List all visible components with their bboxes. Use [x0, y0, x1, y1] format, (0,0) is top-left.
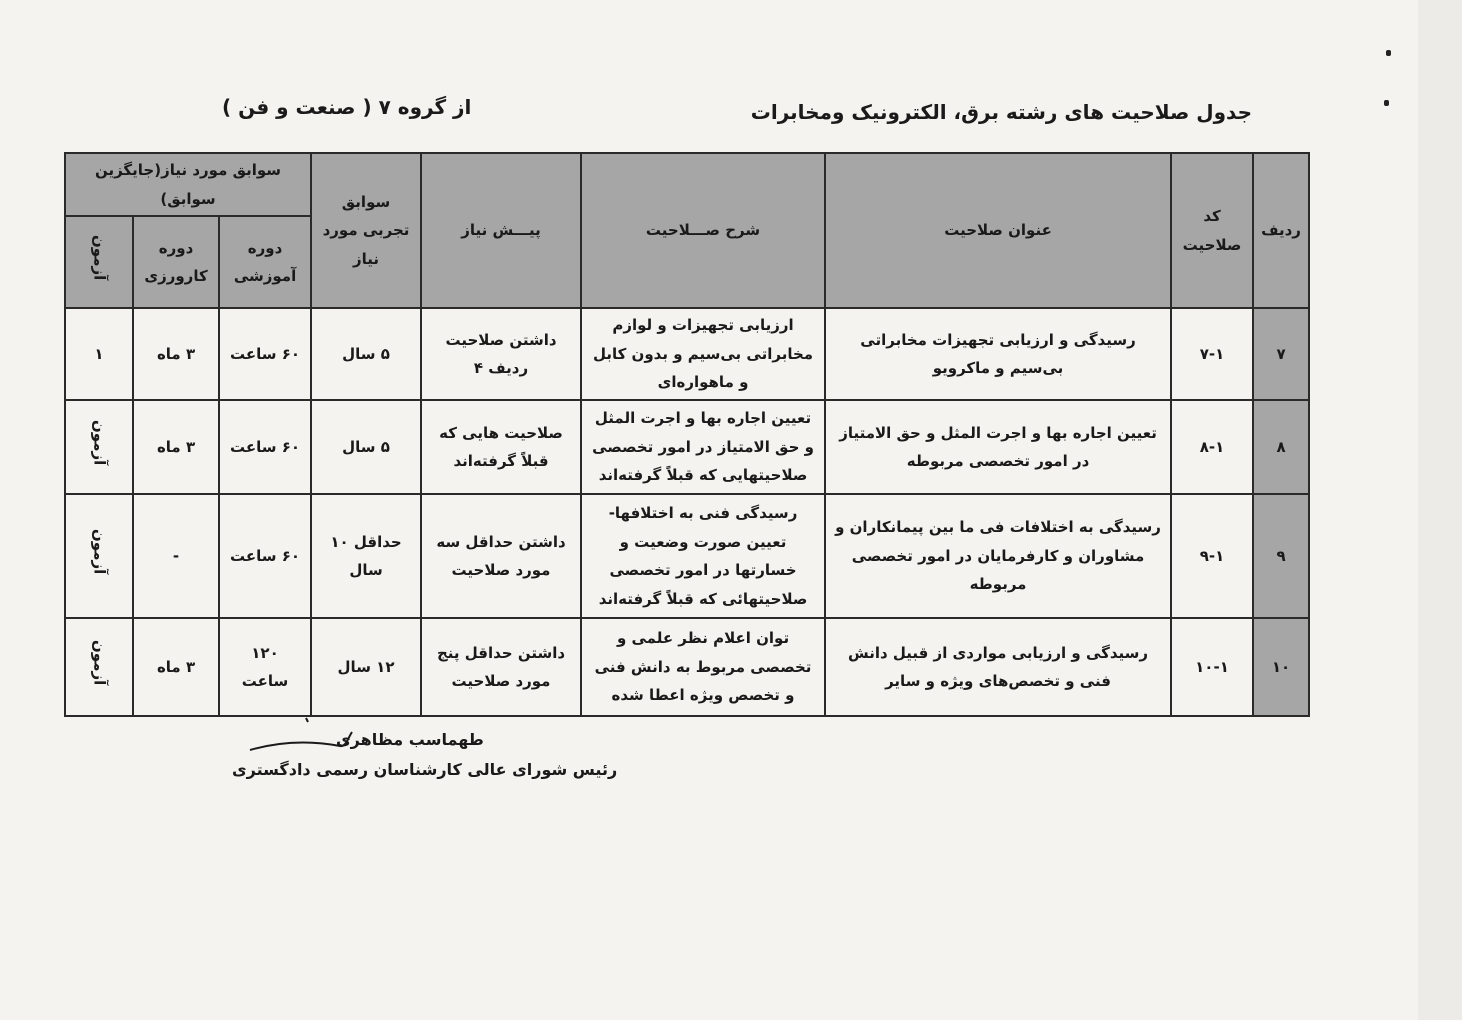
- cell-title: رسیدگی به اختلافات فی ما بین پیمانکاران و مشاوران و کارفرمایان در امور تخصصی مربوطه: [825, 494, 1171, 618]
- cell-internship: -: [133, 494, 219, 618]
- group-label: از گروه ۷ ( صنعت و فن ): [222, 95, 472, 119]
- cell-title: رسیدگی و ارزیابی مواردی از قبیل دانش فنی و تخصص‌های ویژه و سایر: [825, 618, 1171, 716]
- cell-exam: آزمون: [65, 618, 133, 716]
- table-row: [65, 494, 1309, 618]
- cell-description: رسیدگی فنی به اختلافها- تعیین صورت وضعیت و خسارتها در امور تخصصی صلاحیتهائی که قبلاً گرفته‌اند: [581, 494, 825, 618]
- header-code: کد صلاحیت: [1171, 153, 1253, 308]
- scan-mark: [1384, 100, 1389, 106]
- cell-description: ارزیابی تجهیزات و لوازم مخابراتی بی‌سیم و بدون کابل و ماهواره‌ای: [581, 308, 825, 400]
- cell-training: ۶۰ ساعت: [219, 400, 311, 494]
- cell-prerequisite: داشتن صلاحیت ردیف ۴: [421, 308, 581, 400]
- header-internship: دوره کارورزی: [133, 216, 219, 308]
- header-training: دوره آموزشی: [219, 216, 311, 308]
- signatory-name: طهماسب مظاهری: [336, 730, 484, 749]
- cell-title: رسیدگی و ارزیابی تجهیزات مخابراتی بی‌سیم و ماکرویو: [825, 308, 1171, 400]
- cell-experience: حداقل ۱۰ سال: [311, 494, 421, 618]
- header-radif: ردیف: [1253, 153, 1309, 308]
- cell-prerequisite: صلاحیت هایی که قبلاً گرفته‌اند: [421, 400, 581, 494]
- header-prerequisite: پیـــش نیاز: [421, 153, 581, 308]
- cell-radif: ۸: [1253, 400, 1309, 494]
- cell-experience: ۱۲ سال: [311, 618, 421, 716]
- cell-code: ۸-۱: [1171, 400, 1253, 494]
- competency-table: [64, 152, 1310, 717]
- cell-description: توان اعلام نظر علمی و تخصصی مربوط به دانش فنی و تخصص ویژه اعطا شده: [581, 618, 825, 716]
- table-row: [65, 400, 1309, 494]
- cell-exam: آزمون: [65, 400, 133, 494]
- header-description: شرح صـــلاحیت: [581, 153, 825, 308]
- signatory-role: رئیس شورای عالی کارشناسان رسمی دادگستری: [232, 760, 618, 779]
- cell-experience: ۵ سال: [311, 400, 421, 494]
- header-row: [65, 153, 1309, 216]
- table-row: [65, 308, 1309, 400]
- cell-internship: ۳ ماه: [133, 308, 219, 400]
- cell-exam: ۱: [65, 308, 133, 400]
- cell-code: ۱۰-۱: [1171, 618, 1253, 716]
- cell-code: ۹-۱: [1171, 494, 1253, 618]
- header-title: عنوان صلاحیت: [825, 153, 1171, 308]
- cell-exam: آزمون: [65, 494, 133, 618]
- cell-experience: ۵ سال: [311, 308, 421, 400]
- cell-description: تعیین اجاره بها و اجرت المثل و حق الامتیاز در امور تخصصی صلاحیتهایی که قبلاً گرفته‌اند: [581, 400, 825, 494]
- cell-title: تعیین اجاره بها و اجرت المثل و حق الامتیاز در امور تخصصی مربوطه: [825, 400, 1171, 494]
- table-row: [65, 618, 1309, 716]
- cell-radif: ۱۰: [1253, 618, 1309, 716]
- header-experience: سوابق تجربی مورد نیاز: [311, 153, 421, 308]
- scan-mark: [1386, 50, 1391, 56]
- cell-prerequisite: داشتن حداقل پنج مورد صلاحیت: [421, 618, 581, 716]
- cell-training: ۶۰ ساعت: [219, 494, 311, 618]
- page-edge: [1418, 0, 1462, 1020]
- cell-training: ۱۲۰ ساعت: [219, 618, 311, 716]
- cell-prerequisite: داشتن حداقل سه مورد صلاحیت: [421, 494, 581, 618]
- document-title: جدول صلاحیت های رشته برق، الکترونیک ومخابرات: [750, 100, 1252, 124]
- cell-training: ۶۰ ساعت: [219, 308, 311, 400]
- header-exam: آزمون: [65, 216, 133, 308]
- cell-code: ۷-۱: [1171, 308, 1253, 400]
- header-alt-group: سوابق مورد نیاز(جایگزین سوابق): [65, 153, 311, 216]
- cell-internship: ۳ ماه: [133, 618, 219, 716]
- cell-internship: ۳ ماه: [133, 400, 219, 494]
- cell-radif: ۹: [1253, 494, 1309, 618]
- cell-radif: ۷: [1253, 308, 1309, 400]
